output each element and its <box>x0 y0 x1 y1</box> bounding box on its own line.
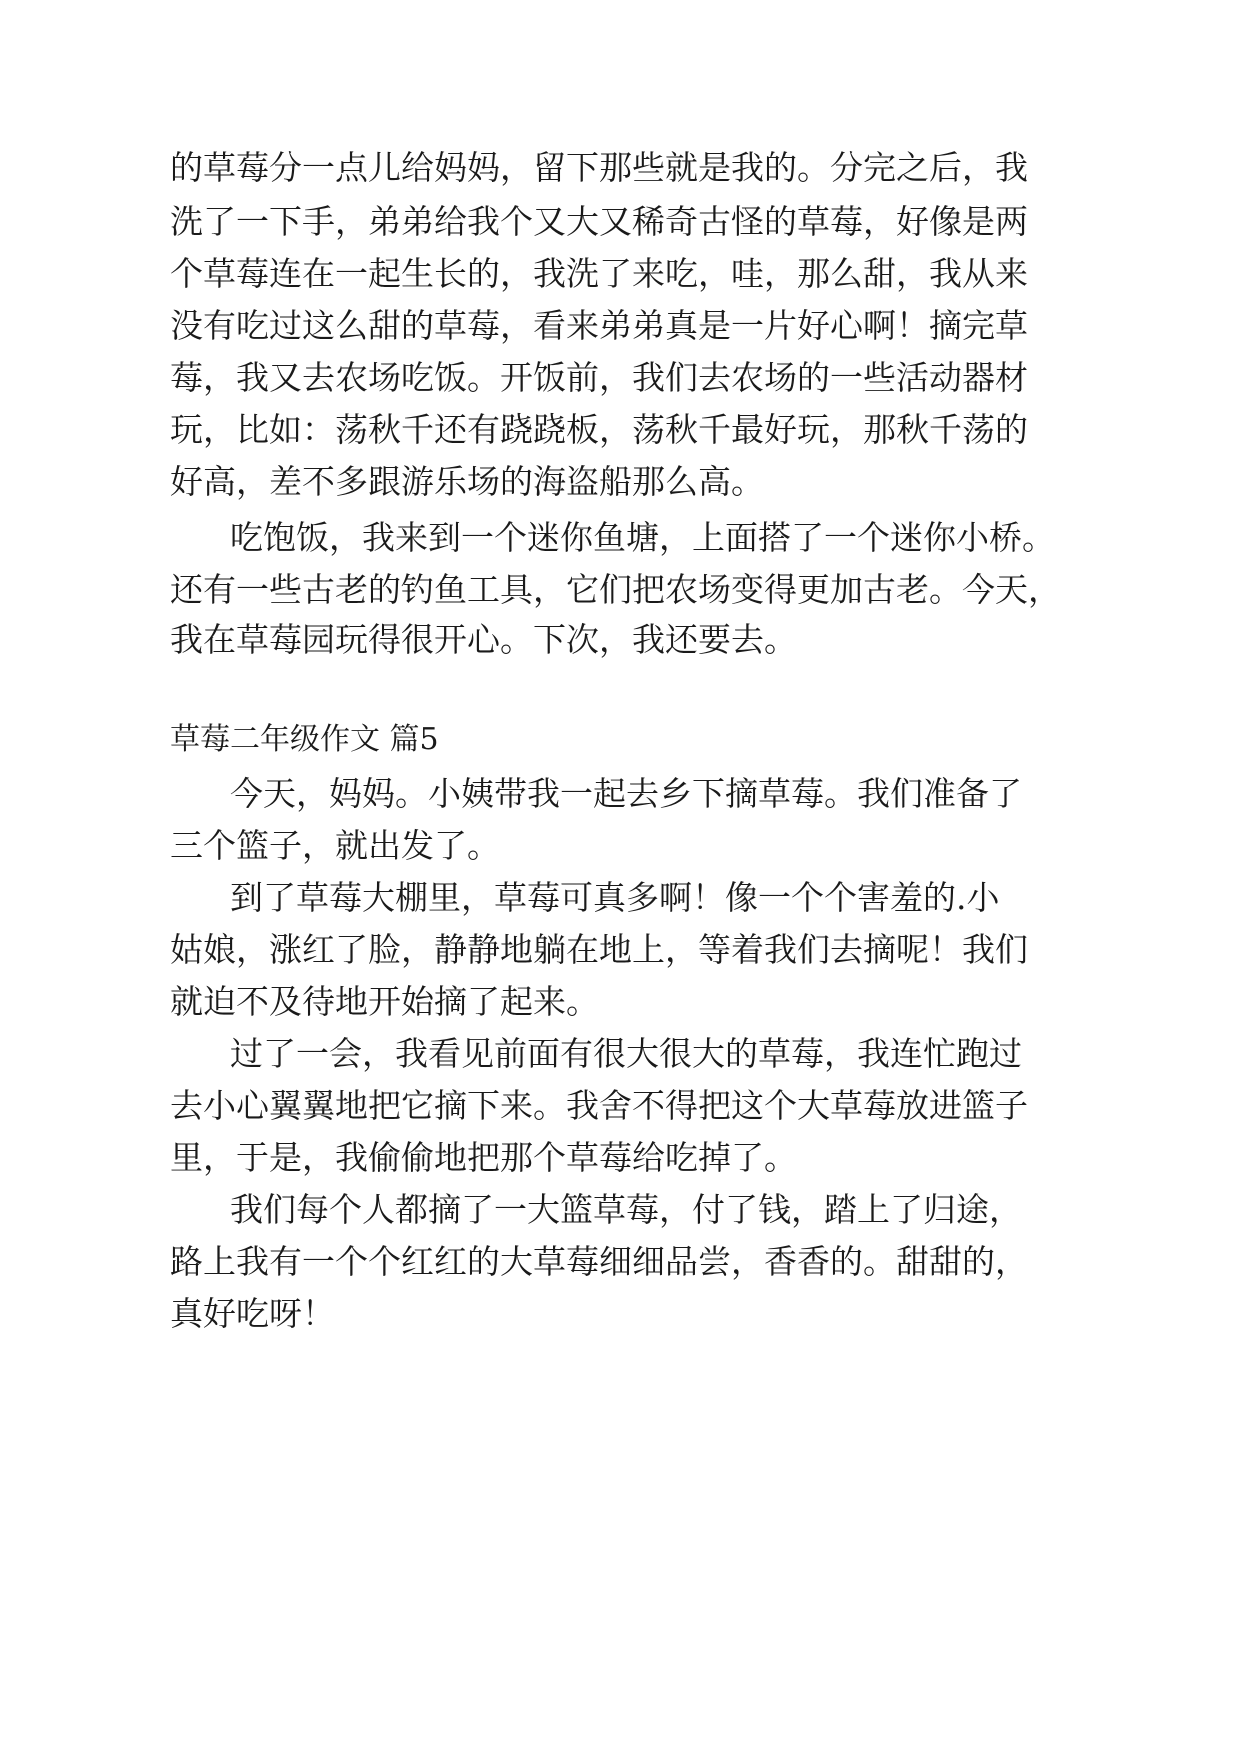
paragraph-line: 我们每个人都摘了一大篮草莓，付了钱，踏上了归途， <box>230 1190 1022 1229</box>
paragraph-line: 莓，我又去农场吃饭。开饭前，我们去农场的一些活动器材 <box>170 358 1028 397</box>
paragraph-line: 玩，比如：荡秋千还有跷跷板，荡秋千最好玩，那秋千荡的 <box>170 410 1028 449</box>
paragraph-line: 吃饱饭，我来到一个迷你鱼塘，上面搭了一个迷你小桥。 <box>230 518 1055 557</box>
section-heading: 草莓二年级作文 篇5 <box>170 722 439 757</box>
paragraph-line: 过了一会，我看见前面有很大很大的草莓，我连忙跑过 <box>230 1034 1022 1073</box>
paragraph-line: 好高，差不多跟游乐场的海盗船那么高。 <box>170 462 764 501</box>
paragraph-line: 洗了一下手，弟弟给我个又大又稀奇古怪的草莓，好像是两 <box>170 202 1028 241</box>
paragraph-line: 还有一些古老的钓鱼工具，它们把农场变得更加古老。今天， <box>170 570 1061 609</box>
paragraph-line: 的草莓分一点儿给妈妈，留下那些就是我的。分完之后，我 <box>170 148 1028 187</box>
paragraph-line: 里，于是，我偷偷地把那个草莓给吃掉了。 <box>170 1138 797 1177</box>
paragraph-line: 真好吃呀！ <box>170 1294 335 1333</box>
paragraph-line: 今天，妈妈。小姨带我一起去乡下摘草莓。我们准备了 <box>230 774 1022 813</box>
paragraph-line: 就迫不及待地开始摘了起来。 <box>170 982 599 1021</box>
paragraph-line: 去小心翼翼地把它摘下来。我舍不得把这个大草莓放进篮子 <box>170 1086 1028 1125</box>
paragraph-line: 姑娘，涨红了脸，静静地躺在地上，等着我们去摘呢！我们 <box>170 930 1028 969</box>
paragraph-line: 路上我有一个个红红的大草莓细细品尝，香香的。甜甜的， <box>170 1242 1028 1281</box>
paragraph-line: 三个篮子，就出发了。 <box>170 826 500 865</box>
paragraph-line: 我在草莓园玩得很开心。下次，我还要去。 <box>170 620 797 659</box>
paragraph-line: 个草莓连在一起生长的，我洗了来吃，哇，那么甜，我从来 <box>170 254 1028 293</box>
paragraph-line: 到了草莓大棚里，草莓可真多啊！像一个个害羞的.小 <box>230 878 1000 917</box>
paragraph-line: 没有吃过这么甜的草莓，看来弟弟真是一片好心啊！摘完草 <box>170 306 1028 345</box>
